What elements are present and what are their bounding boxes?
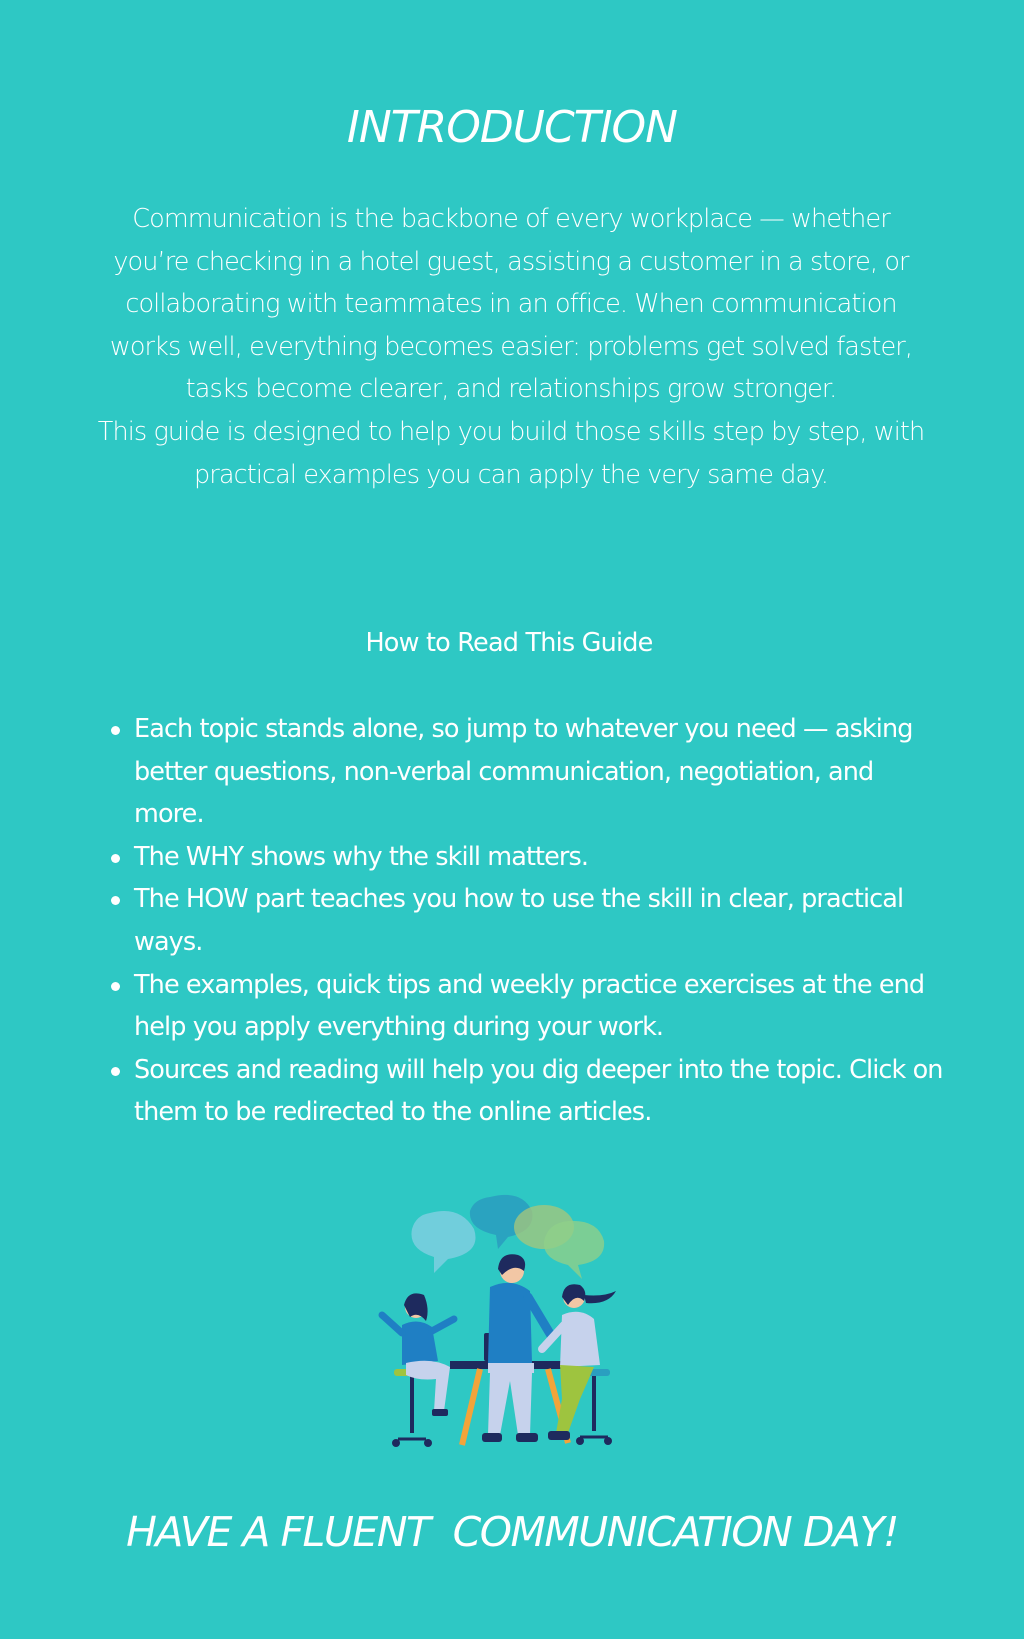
bullet-icon [111, 854, 120, 863]
list-item [108, 836, 948, 879]
list-item [108, 708, 948, 836]
list-item-text: The WHY shows why the skill matters. [134, 841, 589, 872]
intro-text [96, 198, 926, 496]
list-item [108, 964, 948, 1049]
intro-paragraph: This guide is designed to help you build those skills step by step, with practical examples you can apply the very same day. [97, 416, 925, 490]
bullet-icon [111, 726, 120, 735]
bullet-icon [111, 982, 120, 991]
list-item-text: Sources and reading will help you dig deeper into the topic. Click on them to be redirected to the online articles. [134, 1054, 943, 1128]
team-conversation-illustration [372, 1185, 652, 1450]
section-heading: How to Read This Guide [365, 628, 653, 658]
bullet-icon [111, 896, 120, 905]
list-item-text: The HOW part teaches you how to use the skill in clear, practical ways. [134, 884, 904, 957]
list-item [108, 1049, 948, 1134]
page-title: INTRODUCTION [346, 102, 678, 153]
list-item [108, 878, 948, 963]
person-left-icon [382, 1293, 454, 1447]
closing-message: HAVE A FLUENT COMMUNICATION DAY! [126, 1508, 898, 1556]
bullet-icon [111, 1067, 120, 1076]
how-to-read-list [108, 708, 948, 1134]
list-item-text: The examples, quick tips and weekly practice exercises at the end help you apply everything during your work. [134, 969, 925, 1043]
intro-paragraph: Communication is the backbone of every workplace — whether you’re checking in a hotel guest, assisting a customer in a store, or collaborating with teammates in an office. When communication works well, everything becomes easier: problems get solved faster, tasks become clearer, and relationships grow stronger. [109, 204, 913, 405]
list-item-text: Each topic stands alone, so jump to whatever you need — asking better questions, non-verbal communication, negotiation, and more. [134, 714, 913, 830]
